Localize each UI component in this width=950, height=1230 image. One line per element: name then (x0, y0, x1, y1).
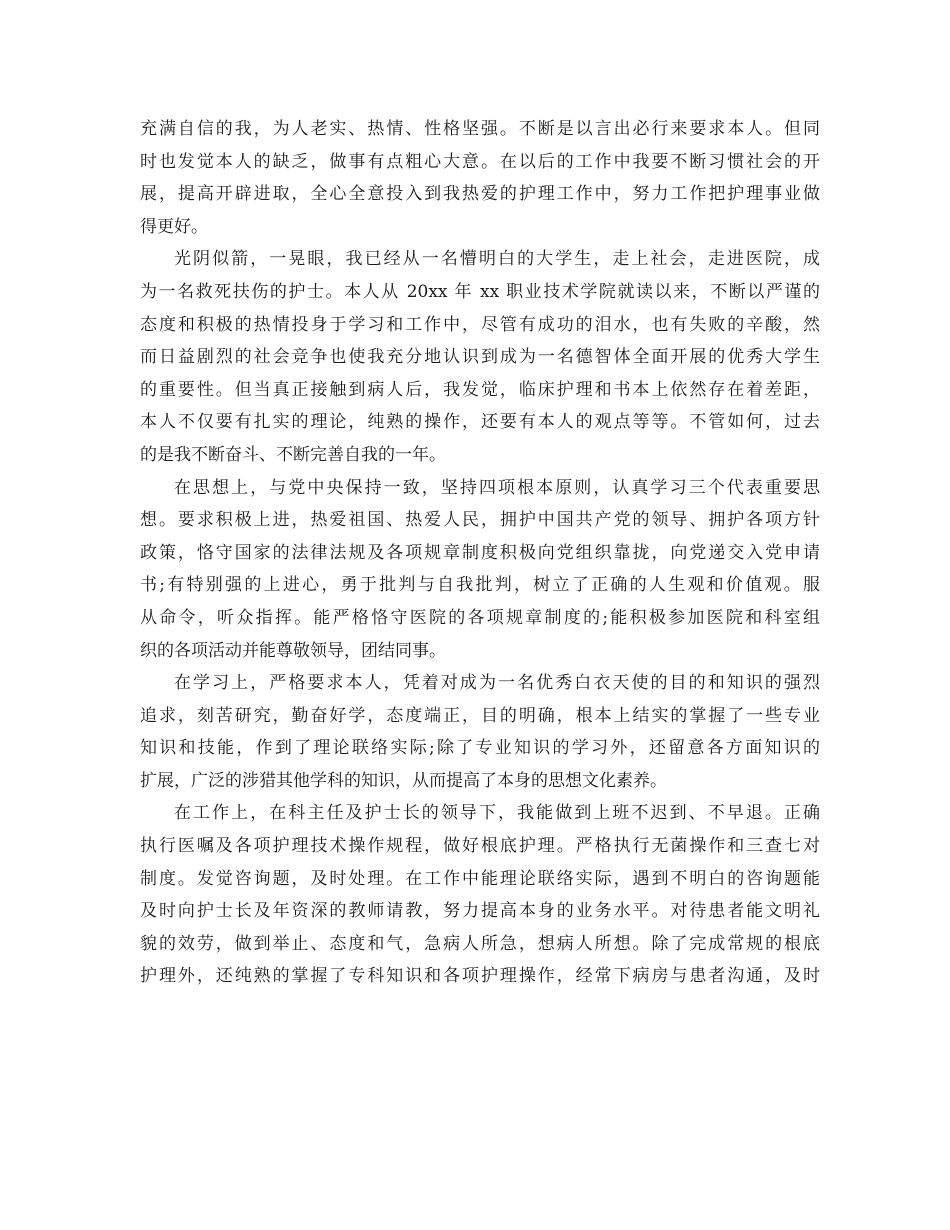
text-line: 制度。发觉咨询题，及时处理。在工作中能理论联络实际，遇到不明白的咨询题能 (140, 868, 820, 889)
text-line: 书;有特别强的上进心，勇于批判与自我批判，树立了正确的人生观和价值观。服 (140, 575, 820, 596)
document-body (140, 113, 820, 993)
text-line: 在思想上，与党中央保持一致，坚持四项根本原则，认真学习三个代表重要思 (174, 477, 820, 498)
text-line: 展，提高开辟进取，全心全意投入到我热爱的护理工作中，努力工作把护理事业做 (140, 184, 820, 205)
paragraph-5 (140, 797, 820, 993)
text-line: 貌的效劳，做到举止、态度和气，急病人所急，想病人所想。除了完成常规的根底 (140, 933, 820, 954)
text-line: 在工作上，在科主任及护士长的领导下，我能做到上班不迟到、不早退。正确 (174, 803, 820, 824)
text-line: 及时向护士长及年资深的教师请教，努力提高本身的业务水平。对待患者能文明礼 (140, 901, 820, 922)
text-line: 想。要求积极上进，热爱祖国、热爱人民，拥护中国共产党的领导、拥护各项方针 (140, 510, 820, 531)
text-line: 从命令，听众指挥。能严格恪守医院的各项规章制度的;能积极参加医院和科室组 (140, 607, 820, 628)
text-line: 追求，刻苦研究，勤奋好学，态度端正，目的明确，根本上结实的掌握了一些专业 (140, 705, 820, 726)
text-line: 充满自信的我，为人老实、热情、性格坚强。不断是以言出必行来要求本人。但同 (140, 119, 820, 139)
paragraph-2 (140, 243, 820, 471)
text-line: 护理外，还纯熟的掌握了专科知识和各项护理操作，经常下病房与患者沟通，及时 (140, 966, 820, 987)
text-line: 在学习上，严格要求本人，凭着对成为一名优秀白衣天使的目的和知识的强烈 (174, 673, 820, 694)
paragraph-1 (140, 113, 820, 243)
text-line: 而日益剧烈的社会竞争也使我充分地认识到成为一名德智体全面开展的优秀大学生 (140, 347, 820, 368)
text-line: 态度和积极的热情投身于学习和工作中，尽管有成功的泪水，也有失败的辛酸，然 (140, 314, 820, 335)
text-line: 知识和技能，作到了理论联络实际;除了专业知识的学习外，还留意各方面知识的 (140, 738, 820, 759)
text-line: 为一名救死扶伤的护士。本人从 20xx 年 xx 职业技术学院就读以来，不断以严谨的 (140, 281, 820, 302)
text-line: 本人不仅要有扎实的理论，纯熟的操作，还要有本人的观点等等。不管如何，过去 (140, 412, 820, 433)
text-line: 得更好。 (140, 216, 208, 237)
text-line: 光阴似箭，一晃眼，我已经从一名懵明白的大学生，走上社会，走进医院，成 (174, 249, 820, 270)
text-line: 扩展，广泛的涉猎其他学科的知识，从而提高了本身的思想文化素养。 (140, 770, 667, 791)
text-line: 执行医嘱及各项护理技术操作规程，做好根底护理。严格执行无菌操作和三查七对 (140, 836, 820, 857)
text-line: 的重要性。但当真正接触到病人后，我发觉，临床护理和书本上依然存在着差距， (140, 379, 820, 400)
text-line: 时也发觉本人的缺乏，做事有点粗心大意。在以后的工作中我要不断习惯社会的开 (140, 151, 820, 172)
text-line: 的是我不断奋斗、不断完善自我的一年。 (140, 444, 446, 465)
text-line: 织的各项活动并能尊敬领导，团结同事。 (140, 640, 446, 661)
paragraph-4 (140, 667, 820, 797)
text-line: 政策，恪守国家的法律法规及各项规章制度积极向党组织靠拢，向党递交入党申请 (140, 542, 820, 563)
paragraph-3 (140, 472, 820, 668)
